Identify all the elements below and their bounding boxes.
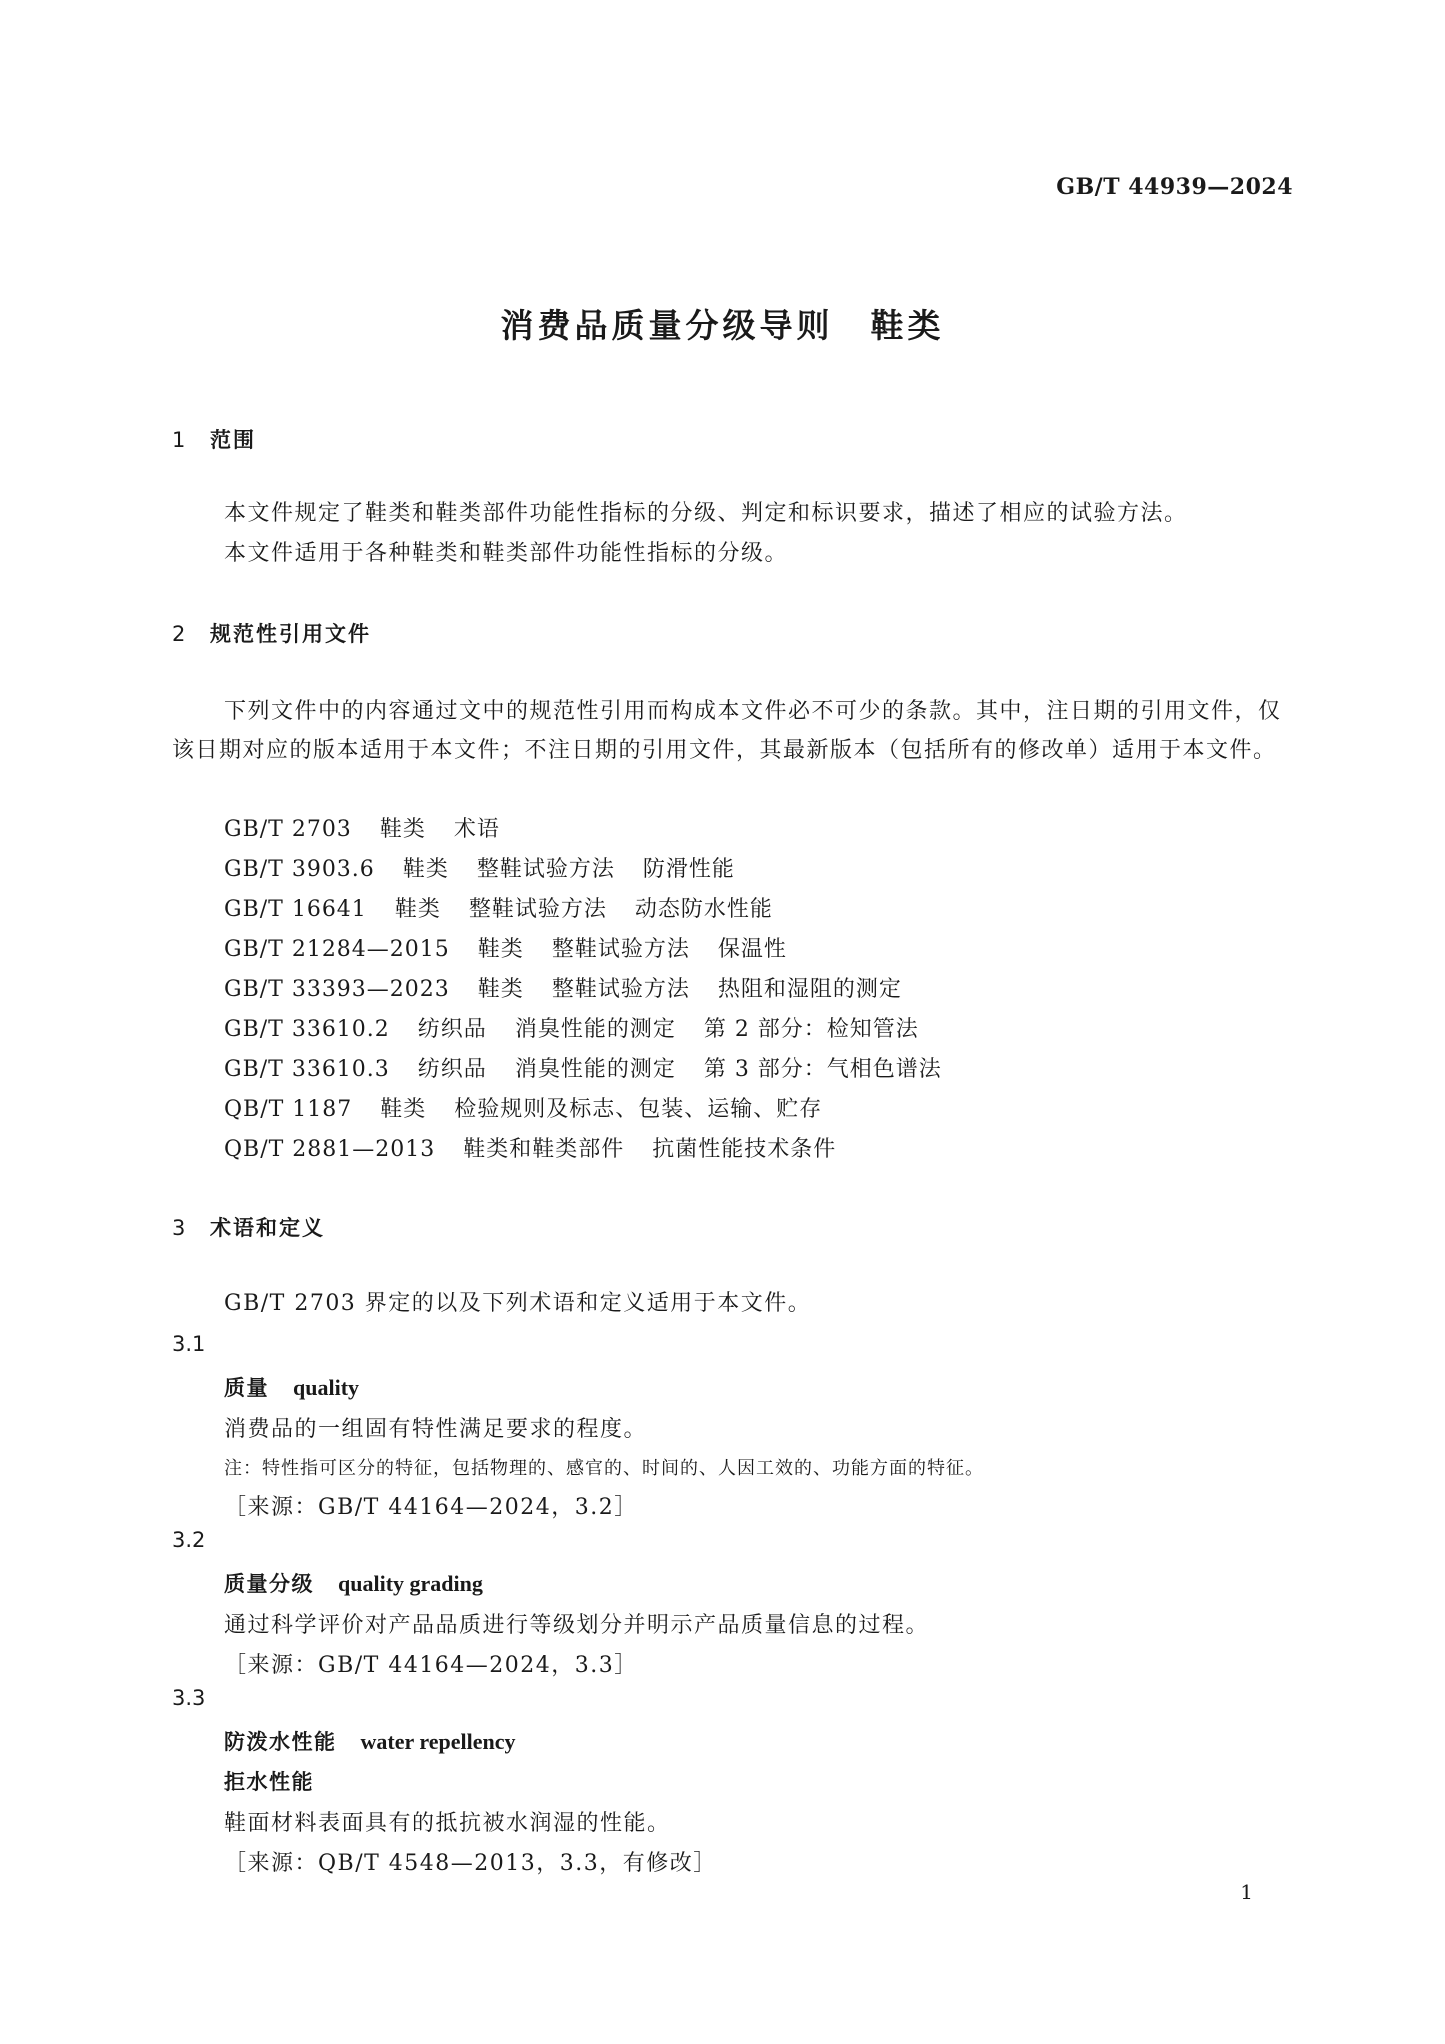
terms-intro: GB/T 2703 界定的以及下列术语和定义适用于本文件。 <box>224 1291 812 1316</box>
term-zh: 防泼水性能 <box>224 1730 337 1754</box>
section-title: 术语和定义 <box>210 1216 325 1240</box>
document-title: 消费品质量分级导则 鞋类 <box>500 306 945 345</box>
term-zh: 质量分级 <box>224 1572 314 1596</box>
page-number: 1 <box>1240 1880 1253 1904</box>
paragraph: 本文件适用于各种鞋类和鞋类部件功能性指标的分级。 <box>224 541 789 566</box>
term-entry <box>224 1372 359 1402</box>
standard-number: GB/T 44939—2024 <box>1056 174 1293 200</box>
term-entry <box>224 1568 483 1598</box>
section-title: 规范性引用文件 <box>210 622 371 646</box>
clause-number: 3.1 <box>172 1332 206 1356</box>
term-source: ［来源：QB/T 4548—2013，3.3，有修改］ <box>224 1851 717 1876</box>
reference-item: GB/T 2703 鞋类 术语 <box>224 817 500 842</box>
term-alt-zh: 拒水性能 <box>224 1770 314 1794</box>
section-2-heading <box>172 618 371 648</box>
paragraph: 本文件规定了鞋类和鞋类部件功能性指标的分级、判定和标识要求，描述了相应的试验方法。 <box>224 501 1188 526</box>
term-definition: 通过科学评价对产品品质进行等级划分并明示产品质量信息的过程。 <box>224 1613 930 1638</box>
reference-item: GB/T 33610.3 纺织品 消臭性能的测定 第 3 部分：气相色谱法 <box>224 1057 942 1082</box>
reference-item: GB/T 33393—2023 鞋类 整鞋试验方法 热阻和湿阻的测定 <box>224 977 902 1002</box>
term-en: quality grading <box>338 1571 483 1596</box>
reference-item: GB/T 21284—2015 鞋类 整鞋试验方法 保温性 <box>224 937 787 962</box>
section-number: 2 <box>172 622 188 646</box>
references-intro: 下列文件中的内容通过文中的规范性引用而构成本文件必不可少的条款。其中，注日期的引用文件，仅该日期对应的版本适用于本文件；不注日期的引用文件，其最新版本（包括所有的修改单）适用于本文件。 <box>172 699 1282 763</box>
term-en: quality <box>293 1375 360 1400</box>
section-number: 3 <box>172 1216 188 1240</box>
term-entry <box>224 1726 515 1756</box>
clause-number: 3.2 <box>172 1528 206 1552</box>
section-number: 1 <box>172 428 188 452</box>
term-note: 注：特性指可区分的特征，包括物理的、感官的、时间的、人因工效的、功能方面的特征。 <box>224 1458 984 1479</box>
term-zh: 质量 <box>224 1376 269 1400</box>
term-definition: 鞋面材料表面具有的抵抗被水润湿的性能。 <box>224 1811 671 1836</box>
term-source: ［来源：GB/T 44164—2024，3.2］ <box>224 1495 638 1520</box>
section-1-heading <box>172 424 256 454</box>
reference-item: QB/T 1187 鞋类 检验规则及标志、包装、运输、贮存 <box>224 1097 823 1122</box>
reference-item: GB/T 16641 鞋类 整鞋试验方法 动态防水性能 <box>224 897 773 922</box>
term-en: water repellency <box>360 1729 516 1754</box>
clause-number: 3.3 <box>172 1686 206 1710</box>
section-3-heading <box>172 1212 325 1242</box>
term-definition: 消费品的一组固有特性满足要求的程度。 <box>224 1417 648 1442</box>
reference-item: QB/T 2881—2013 鞋类和鞋类部件 抗菌性能技术条件 <box>224 1137 837 1162</box>
reference-item: GB/T 33610.2 纺织品 消臭性能的测定 第 2 部分：检知管法 <box>224 1017 919 1042</box>
term-source: ［来源：GB/T 44164—2024，3.3］ <box>224 1653 638 1678</box>
reference-item: GB/T 3903.6 鞋类 整鞋试验方法 防滑性能 <box>224 857 735 882</box>
section-title: 范围 <box>210 428 256 452</box>
